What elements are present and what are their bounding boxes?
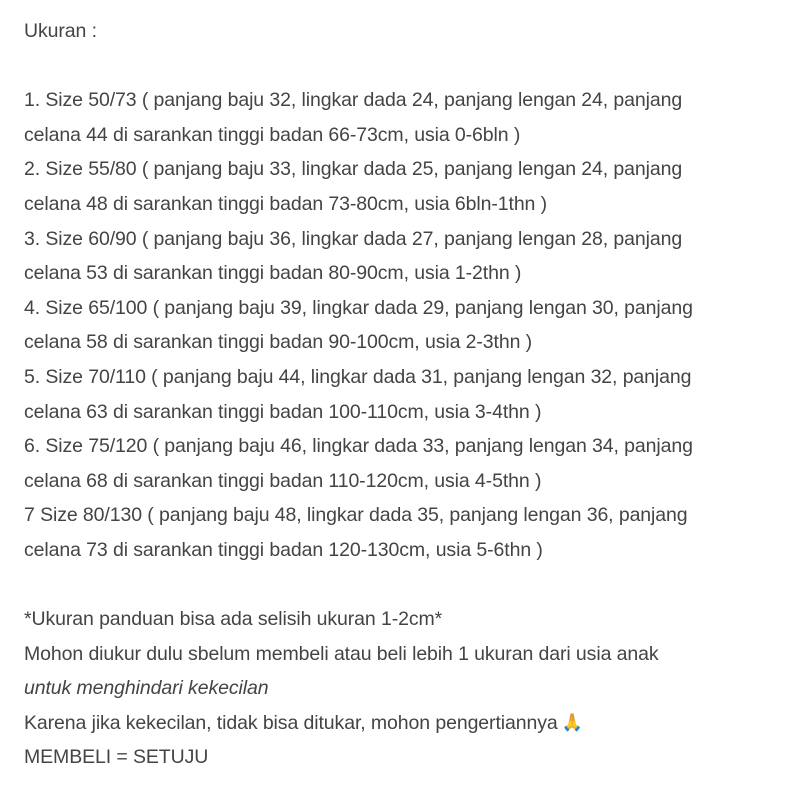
size-item-4 bbox=[24, 291, 784, 360]
folded-hands-icon: 🙏 bbox=[561, 712, 583, 732]
size-item-text: celana 58 di sarankan tinggi badan 90-100cm, usia 2-3thn ) bbox=[24, 331, 533, 354]
size-item-text: celana 53 di sarankan tinggi badan 80-90cm, usia 1-2thn ) bbox=[24, 262, 522, 285]
size-item-2 bbox=[24, 152, 784, 221]
size-item-text: celana 73 di sarankan tinggi badan 120-130cm, usia 5-6thn ) bbox=[24, 538, 543, 561]
size-item-6 bbox=[24, 429, 784, 498]
size-item-text: 6. Size 75/120 ( panjang baju 46, lingkar dada 33, panjang lengan 34, panjang bbox=[24, 435, 693, 458]
exchange-note-text: Karena jika kekecilan, tidak bisa ditukar, mohon pengertiannya bbox=[24, 711, 558, 734]
guide-note: *Ukuran panduan bisa ada selisih ukuran 1-2cm* bbox=[24, 608, 443, 631]
size-heading: Ukuran : bbox=[24, 20, 97, 42]
measure-note: Mohon diukur dulu sbelum membeli atau beli lebih 1 ukuran dari usia anak bbox=[24, 642, 659, 665]
notes-section bbox=[24, 602, 784, 775]
size-item-text: celana 63 di sarankan tinggi badan 100-110cm, usia 3-4thn ) bbox=[24, 400, 542, 423]
size-list bbox=[24, 83, 784, 567]
measure-note: untuk menghindari kekecilan bbox=[24, 677, 269, 700]
spacer bbox=[24, 49, 784, 84]
size-item-text: 5. Size 70/110 ( panjang baju 44, lingkar dada 31, panjang lengan 32, panjang bbox=[24, 365, 692, 388]
size-item-text: 4. Size 65/100 ( panjang baju 39, lingkar dada 29, panjang lengan 30, panjang bbox=[24, 296, 693, 319]
size-item-5 bbox=[24, 360, 784, 429]
size-item-text: celana 48 di sarankan tinggi badan 73-80cm, usia 6bln-1thn ) bbox=[24, 192, 548, 215]
exchange-note bbox=[24, 706, 784, 741]
size-item-7 bbox=[24, 498, 784, 567]
size-item-text: 7 Size 80/130 ( panjang baju 48, lingkar dada 35, panjang lengan 36, panjang bbox=[24, 504, 688, 527]
size-item-text: 2. Size 55/80 ( panjang baju 33, lingkar dada 25, panjang lengan 24, panjang bbox=[24, 158, 683, 181]
agreement-note: MEMBELI = SETUJU bbox=[24, 746, 209, 769]
spacer bbox=[24, 568, 784, 603]
size-item-3 bbox=[24, 222, 784, 291]
size-item-1 bbox=[24, 83, 784, 152]
size-item-text: 3. Size 60/90 ( panjang baju 36, lingkar dada 27, panjang lengan 28, panjang bbox=[24, 227, 683, 250]
size-item-text: celana 68 di sarankan tinggi badan 110-120cm, usia 4-5thn ) bbox=[24, 469, 542, 492]
size-item-text: celana 44 di sarankan tinggi badan 66-73cm, usia 0-6bln ) bbox=[24, 123, 521, 146]
size-description bbox=[24, 14, 784, 775]
size-item-text: 1. Size 50/73 ( panjang baju 32, lingkar dada 24, panjang lengan 24, panjang bbox=[24, 89, 683, 112]
